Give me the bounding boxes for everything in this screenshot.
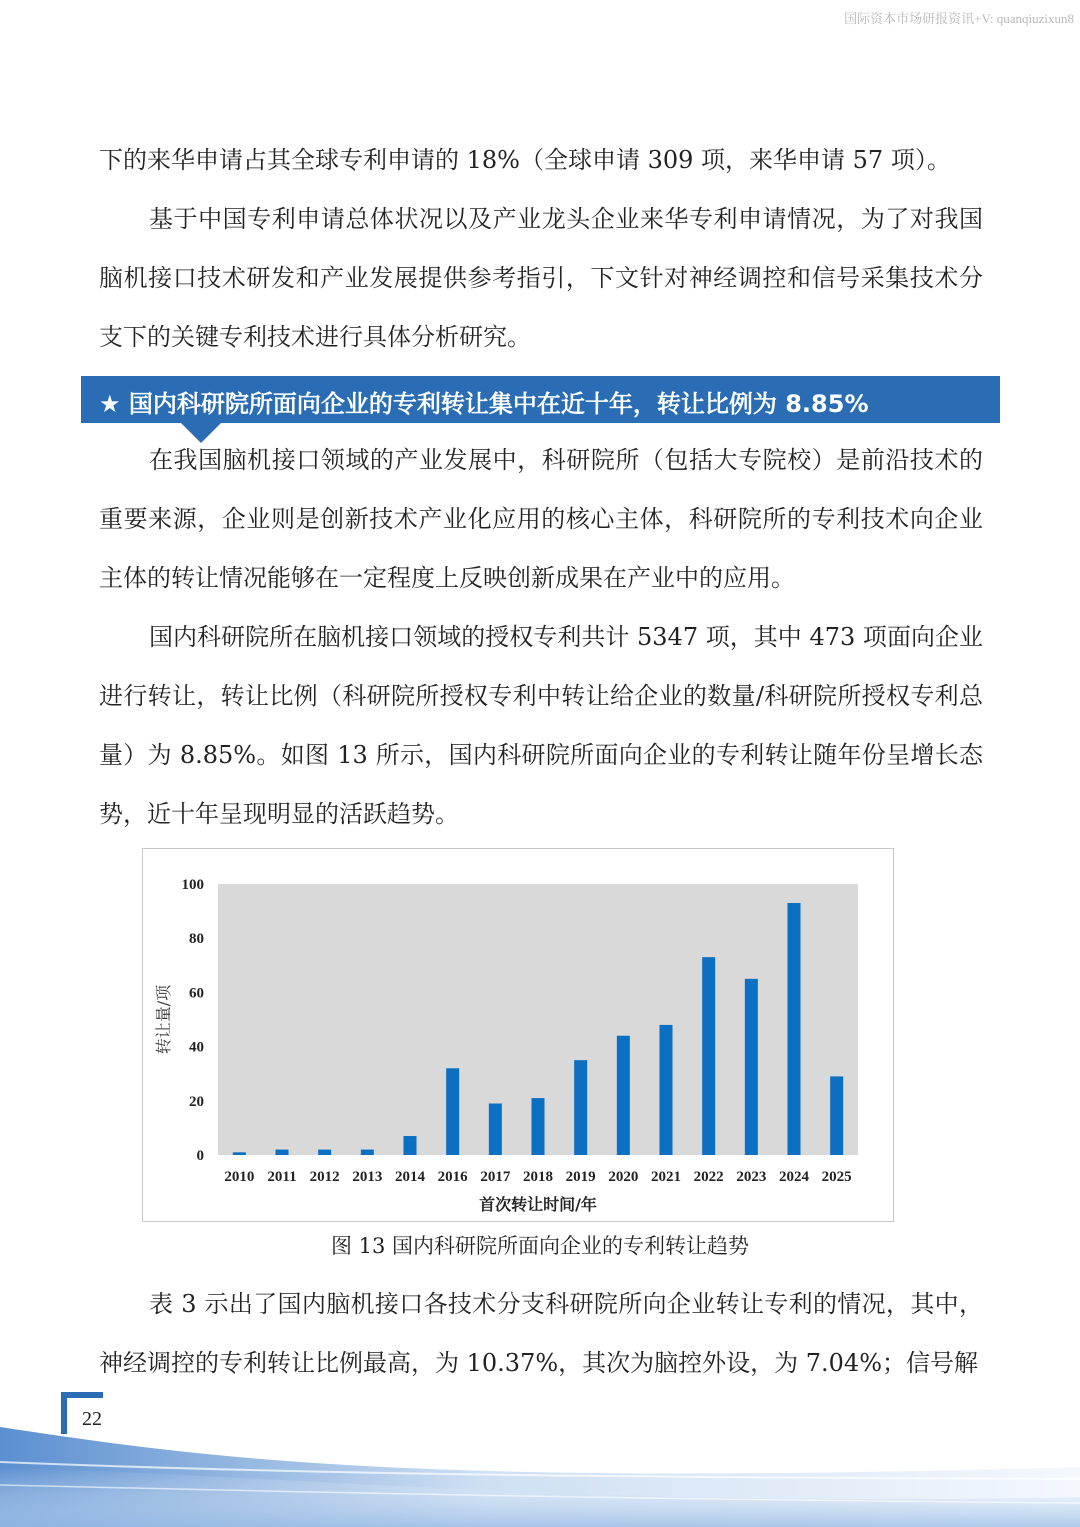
bar [233,1152,246,1155]
bar [446,1068,459,1155]
paragraph-5: 表 3 示出了国内脑机接口各技术分支科研院所向企业转让专利的情况，其中，神经调控的专利转让比例最高，为 10.37%，其次为脑控外设，为 7.04%；信号解 [99,1290,983,1377]
x-tick-label: 2023 [736,1169,767,1185]
y-axis-label: 转让量/项 [154,984,173,1055]
bar [830,1076,843,1155]
bar [404,1136,417,1155]
paragraph-4: 国内科研院所在脑机接口领域的授权专利共计 5347 项，其中 473 项面向企业进行转让，转让比例（科研院所授权专利中转让给企业的数量/科研院所授权专利总量）为 8.85%。如图 13 所示，国内科研院所面向企业的专利转让随年份呈增长态势，近十年呈现明显的活跃趋势。 [99,623,983,828]
bar [788,903,801,1155]
x-tick-label: 2014 [395,1169,425,1185]
x-tick-label: 2013 [352,1169,383,1185]
paragraph-1: 下的来华申请占其全球专利申请的 18%（全球申请 309 项，来华申请 57 项）。 [99,146,951,174]
footer-decoration [0,1407,1080,1527]
bar [574,1060,587,1155]
y-tick-label: 60 [189,985,204,1002]
bar [532,1098,545,1155]
paragraph-2: 基于中国专利申请总体状况以及产业龙头企业来华专利申请情况，为了对我国脑机接口技术研发和产业发展提供参考指引，下文针对神经调控和信号采集技术分支下的关键专利技术进行具体分析研究。 [99,205,983,351]
bar [702,957,715,1155]
y-tick-label: 0 [196,1148,204,1164]
watermark-text: 国际资本市场研报资讯+V: quanqiuzixun8 [844,11,1074,26]
transfer-trend-chart [142,848,894,1222]
bar [276,1150,289,1155]
x-tick-label: 2016 [437,1169,468,1185]
bar [318,1150,331,1155]
y-tick-label: 80 [189,931,204,948]
x-tick-label: 2024 [779,1169,809,1185]
x-tick-label: 2021 [651,1169,681,1185]
y-tick-label: 100 [181,877,204,893]
y-tick-label: 20 [189,1093,204,1110]
bar-chart-svg [143,849,893,1221]
y-tick-label: 40 [189,1039,204,1056]
figure-caption: 图 13 国内科研院所面向企业的专利转让趋势 [330,1234,750,1258]
x-axis-label: 首次转让时间/年 [479,1195,597,1214]
bar [617,1036,630,1155]
x-tick-label: 2012 [309,1169,340,1185]
x-tick-label: 2019 [565,1169,596,1185]
bar [361,1150,374,1155]
bar [489,1104,502,1155]
paragraph-3: 在我国脑机接口领域的产业发展中，科研院所（包括大专院校）是前沿技术的重要来源，企业则是创新技术产业化应用的核心主体，科研院所的专利技术向企业主体的转让情况能够在一定程度上反映创新成果在产业中的应用。 [99,446,983,592]
x-tick-label: 2018 [523,1169,553,1185]
bar [660,1025,673,1155]
x-tick-label: 2010 [224,1169,255,1185]
x-tick-label: 2022 [693,1169,724,1185]
x-tick-label: 2011 [267,1169,297,1185]
x-tick-label: 2025 [821,1169,852,1185]
x-tick-label: 2017 [480,1169,511,1185]
page-number: 22 [82,1408,102,1430]
section-banner [81,376,1000,423]
bar [745,979,758,1155]
x-tick-label: 2020 [608,1169,639,1185]
banner-title: ★ 国内科研院所面向企业的专利转让集中在近十年，转让比例为 8.85% [99,390,869,418]
